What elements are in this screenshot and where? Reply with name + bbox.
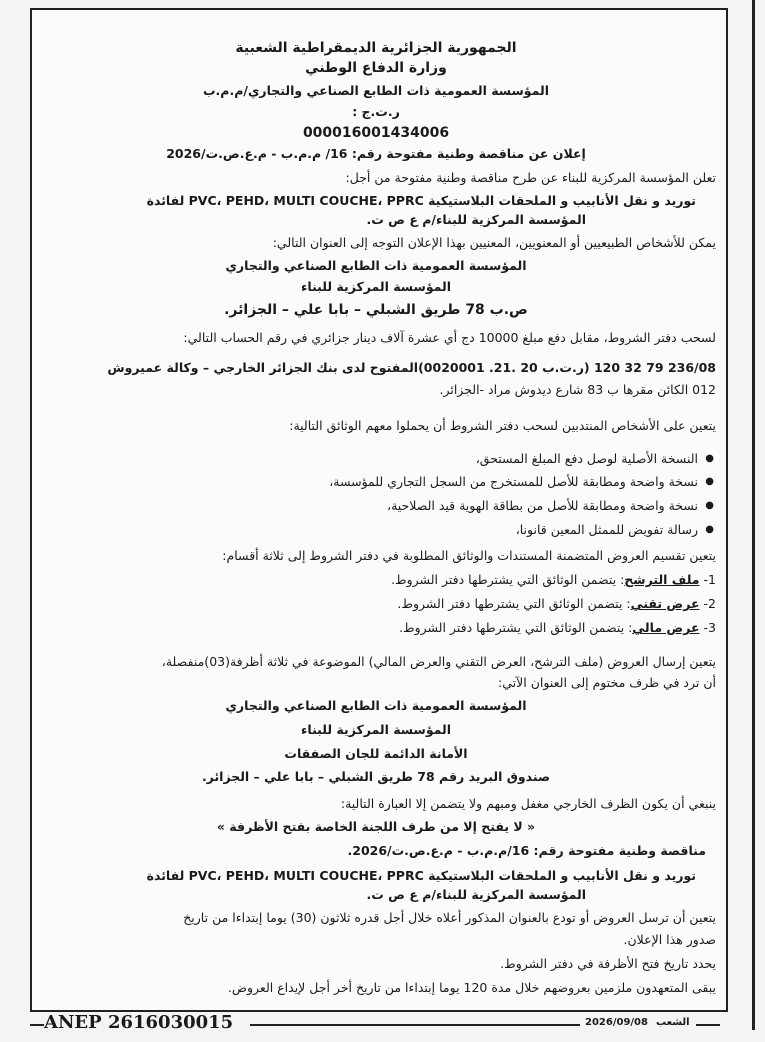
doc-item-2: نسخة واضحة ومطابقة للأصل للمستخرج من السجل التجاري للمؤسسة، <box>329 474 698 489</box>
bullet: ● <box>705 453 714 464</box>
envelope-phrase: « لا يفتح إلا من طرف اللجنة الخاصة بفتح الأظرفة » <box>216 819 536 834</box>
fee-line-2: 236/08 79 32 120 (ر.ت.ب 20 .21. 0020001)المفتوح لدى بنك الجزائر الخارجي – وكالة عميروش <box>107 360 716 375</box>
closing-line-2: صدور هذا الإعلان. <box>623 932 716 947</box>
anep-reference: ANEP 2616030015 <box>44 1012 234 1033</box>
envelope-tender-number: مناقصة وطنية مفتوحة رقم: 16/م.م.ب - م.ع.ص.ت/2026. <box>347 843 706 858</box>
part-number: 3- <box>703 620 716 635</box>
address2-line-3: الأمانة الدائمة للجان الصفقات <box>284 746 468 761</box>
address-line-1: المؤسسة العمومية ذات الطابع الصناعي والتجاري <box>225 258 527 273</box>
part-number: 2- <box>703 596 716 611</box>
address2-line-2: المؤسسة المركزية للبناء <box>300 722 452 737</box>
closing-line-4: يبقى المتعهدون ملزمين بعروضهم خلال مدة 120 يوما إبتداءا من تاريخ أخر أجل لإيداع العروض. <box>227 980 716 995</box>
doc-item-1: النسخة الأصلية لوصل دفع المبلغ المستحق، <box>475 451 698 466</box>
address2-line-4: صندوق البريد رقم 78 طريق الشبلي – بابا علي – الجزائر. <box>201 769 551 784</box>
envelope-subject-2: المؤسسة المركزية للبناء/م ع ص ت. <box>366 887 586 902</box>
part-title: عرض تقني <box>630 596 700 611</box>
footer-rule-left <box>30 1024 44 1026</box>
publication-date: 2026/09/08 <box>585 1017 648 1028</box>
send-line-2: أن ترد في ظرف مختوم إلى العنوان الآتي: <box>498 675 716 690</box>
doc-item-3: نسخة واضحة ومطابقة للأصل من بطاقة الهوية قيد الصلاحية، <box>387 498 698 513</box>
envelope-subject-1: توريد و نقل الأنابيب و الملحقات البلاستيكية PVC، PEHD، MULTI COUCHE، PPRC لفائدة <box>146 868 696 883</box>
bullet: ● <box>705 500 714 511</box>
footer <box>30 1010 730 1040</box>
address-line-2: المؤسسة المركزية للبناء <box>300 279 452 294</box>
part-2 <box>397 596 716 612</box>
header-institution: المؤسسة العمومية ذات الطابع الصناعي والتجاري/م.م.ب <box>203 83 549 98</box>
intro-text: تعلن المؤسسة المركزية للبناء عن طرح مناقصة وطنية مفتوحة من أجل: <box>345 170 716 185</box>
part-description: : يتضمن الوثائق التي يشترطها دفتر الشروط. <box>397 596 631 611</box>
header-republic: الجمهورية الجزائرية الديمقراطية الشعبية <box>235 40 517 56</box>
bullet: ● <box>705 476 714 487</box>
part-3 <box>399 620 716 636</box>
part-1 <box>391 572 716 588</box>
part-title: ملف الترشح <box>624 572 700 587</box>
footer-rule-right <box>696 1024 720 1026</box>
docs-intro: يتعين على الأشخاص المنتدبين لسحب دفتر الشروط أن يحملوا معهم الوثائق التالية: <box>289 418 716 433</box>
closing-line-3: يحدد تاريخ فتح الأظرفة في دفتر الشروط. <box>500 956 716 971</box>
part-number: 1- <box>703 572 716 587</box>
envelope-line-1: ينبغي أن يكون الظرف الخارجي مغفل ومبهم ولا يتضمن إلا العبارة التالية: <box>340 796 716 811</box>
part-title: عرض مالي <box>632 620 700 635</box>
address-line-3: ص.ب 78 طريق الشبلي – بابا علي – الجزائر. <box>224 302 528 318</box>
part-description: : يتضمن الوثائق التي يشترطها دفتر الشروط. <box>399 620 633 635</box>
header-ministry: وزارة الدفاع الوطني <box>305 60 447 76</box>
footer-rule-middle <box>250 1024 580 1026</box>
send-line-1: يتعين إرسال العروض (ملف الترشح، العرض التقني والعرض المالي) الموضوعة في ثلاثة أظرفة(03)منفصلة، <box>161 654 716 669</box>
fee-line-1: لسحب دفتر الشروط، مقابل دفع مبلغ 10000 دج أي عشرة آلاف دينار جزائري في رقم الحساب التالي: <box>183 330 716 345</box>
newspaper-name: الشعب <box>656 1017 690 1028</box>
address2-line-1: المؤسسة العمومية ذات الطابع الصناعي والتجاري <box>225 698 527 713</box>
doc-item-4: رسالة تفويض للممثل المعين قانونا، <box>515 522 698 537</box>
header-registry-number: 000016001434006 <box>302 125 450 141</box>
header-registry-label: ر.ت.ج : <box>352 104 400 119</box>
part-description: : يتضمن الوثائق التي يشترطها دفتر الشروط. <box>391 572 625 587</box>
closing-line-1: يتعين أن ترسل العروض أو تودع بالعنوان المذكور أعلاه خلال أجل قدره ثلاثون (30) يوما إبتداءا من تاريخ <box>183 910 716 925</box>
address-intro: يمكن للأشخاص الطبيعيين أو المعنويين، المعنيين بهذا الإعلان التوجه إلى العنوان التالي: <box>272 235 716 250</box>
bullet: ● <box>705 524 714 535</box>
split-intro: يتعين تقسيم العروض المتضمنة المستندات والوثائق المطلوبة في دفتر الشروط إلى ثلاثة أقسام: <box>222 548 716 563</box>
subject-line-2: المؤسسة المركزية للبناء/م ع ص ت. <box>366 212 586 227</box>
subject-line-1: توريد و نقل الأنابيب و الملحقات البلاستيكية PVC، PEHD، MULTI COUCHE، PPRC لفائدة <box>146 193 696 208</box>
tender-title: إعلان عن مناقصة وطنية مفتوحة رقم: 16/ م.م.ب - م.ع.ص.ت/2026 <box>166 146 586 161</box>
fee-line-3: 012 الكائن مقرها ب 83 شارع ديدوش مراد -الجزائر. <box>439 382 716 397</box>
page-edge-rule <box>752 0 755 1030</box>
